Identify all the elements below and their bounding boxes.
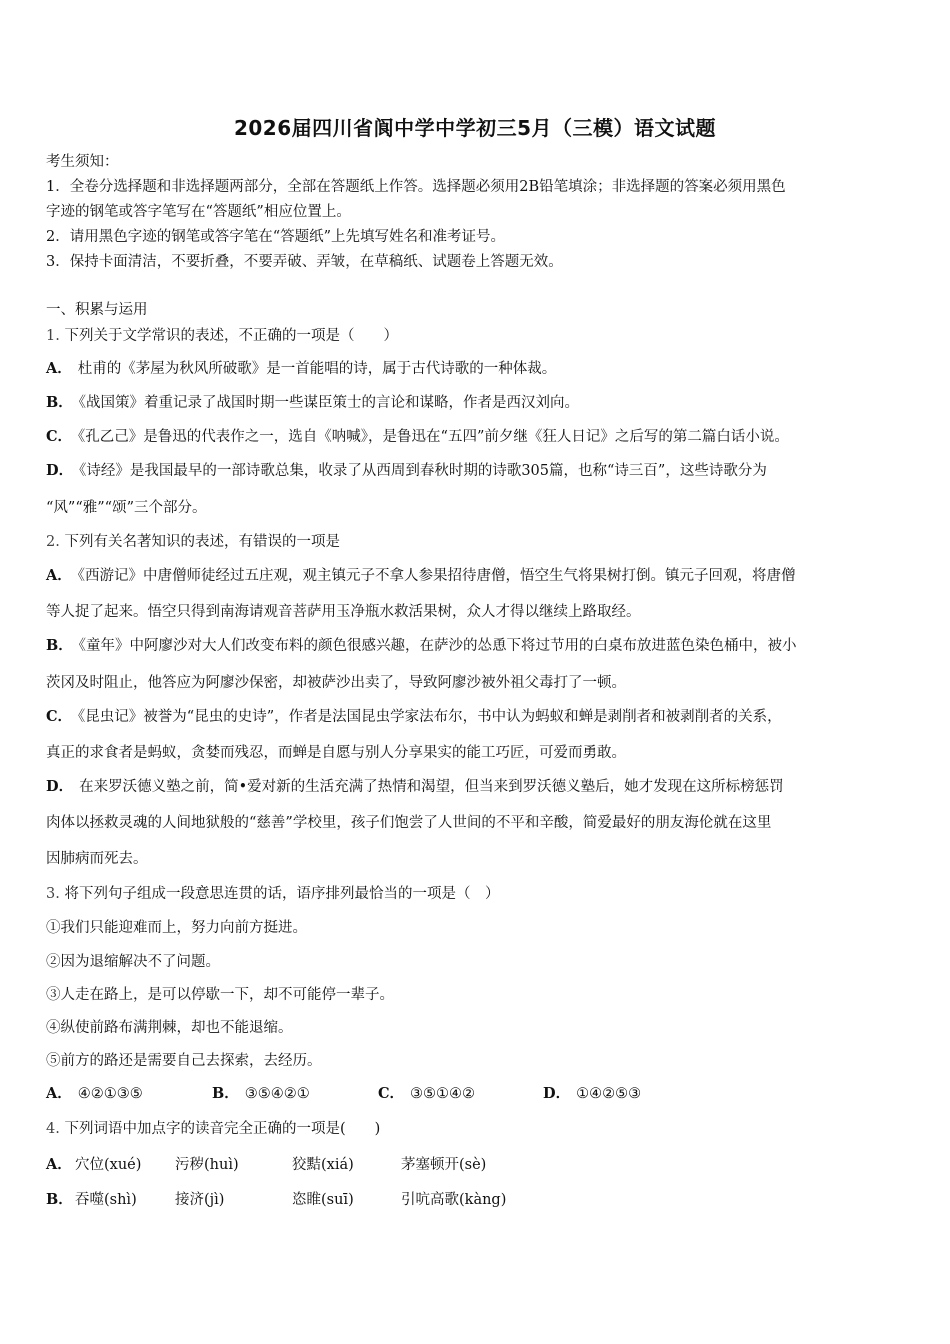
notice-item: 1．全卷分选择题和非选择题两部分，全部在答题纸上作答。选择题必须用2B铅笔填涂；非选择题的答案必须用黑色: [46, 179, 786, 195]
option-label: A．: [46, 360, 72, 377]
option-label: D．: [543, 1085, 571, 1102]
option-label: A．: [46, 1156, 72, 1173]
q1-option-b: [46, 393, 579, 413]
option-label: B．: [212, 1085, 239, 1102]
q3-option-c: [378, 1084, 475, 1104]
q3-sentence: ⑤前方的路还是需要自己去探索，去经历。: [46, 1053, 322, 1069]
q4-word: 引吭高歌(kàng): [401, 1192, 507, 1208]
q2-option-a: [46, 566, 796, 586]
option-label: B．: [46, 394, 73, 411]
section-heading: 一、积累与运用: [46, 302, 148, 318]
option-text: 《孔乙己》是鲁迅的代表作之一，选自《呐喊》，是鲁迅在“五四”前夕继《狂人日记》之后写的第二篇白话小说。: [78, 429, 789, 445]
question-text: 将下列句子组成一段意思连贯的话，语序排列最恰当的一项是（ ）: [64, 886, 500, 902]
option-label: D．: [46, 462, 74, 479]
question-text: 下列有关名著知识的表述，有错误的一项是: [64, 534, 340, 550]
option-text: 杜甫的《茅屋为秋风所破歌》是一首能唱的诗，属于古代诗歌的一种体裁。: [77, 361, 557, 377]
q2-option-c-cont: 真正的求食者是蚂蚁，贪婪而残忍，而蝉是自愿与别人分享果实的能工巧匠，可爱而勇敢。: [46, 745, 626, 761]
q4-option-b-label: [46, 1190, 79, 1210]
question-number: 1.: [46, 328, 60, 344]
q3-sentence: ③人走在路上，是可以停歇一下，却不可能停一辈子。: [46, 987, 394, 1003]
question-2-stem: [46, 532, 340, 552]
question-4-stem: [46, 1119, 380, 1139]
option-text: ③⑤①④②: [410, 1086, 476, 1102]
q1-option-d: [46, 461, 767, 481]
q2-option-d: [46, 777, 784, 797]
notice-item: 3．保持卡面清洁，不要折叠，不要弄破、弄皱，在草稿纸、试题卷上答题无效。: [46, 254, 563, 270]
q1-option-d-cont: “风”“雅”“颂”三个部分。: [46, 500, 207, 516]
option-label: D．: [46, 778, 74, 795]
q4-word: 恣睢(suī): [292, 1192, 354, 1208]
q4-word: 茅塞顿开(sè): [401, 1157, 487, 1173]
option-text: ①④②⑤③: [576, 1086, 642, 1102]
option-text: ③⑤④②①: [244, 1086, 310, 1102]
option-text: 《西游记》中唐僧师徒经过五庄观，观主镇元子不拿人参果招待唐僧，悟空生气将果树打倒。镇元子回观，将唐僧: [77, 568, 796, 584]
q4-option-a-label: [46, 1155, 78, 1175]
question-number: 2.: [46, 534, 60, 550]
q2-option-a-cont: 等人捉了起来。悟空只得到南海请观音菩萨用玉净瓶水救活果树，众人才得以继续上路取经。: [46, 604, 641, 620]
option-label: C．: [46, 708, 73, 725]
option-label: C．: [46, 428, 73, 445]
q3-sentence: ①我们只能迎难而上，努力向前方挺进。: [46, 920, 307, 936]
q4-word: 穴位(xué): [75, 1157, 142, 1173]
option-text: 《童年》中阿廖沙对大人们改变布料的颜色很感兴趣，在萨沙的怂恿下将过节用的白桌布放进蓝色染色桶中，被小: [78, 638, 797, 654]
question-1-stem: [46, 326, 398, 346]
q3-option-a: [46, 1084, 143, 1104]
q2-option-d-cont: 肉体以拯救灵魂的人间地狱般的“慈善”学校里，孩子们饱尝了人世间的不平和辛酸，简爱最好的朋友海伦就在这里: [46, 815, 772, 831]
notice-heading: 考生须知：: [46, 154, 119, 170]
q3-sentence: ②因为退缩解决不了问题。: [46, 954, 220, 970]
q3-sentence: ④纵使前路布满荆棘，却也不能退缩。: [46, 1020, 293, 1036]
option-label: B．: [46, 1191, 73, 1208]
page-title: 2026届四川省阆中学中学初三5月（三模）语文试题: [233, 116, 717, 140]
option-text: 在来罗沃德义塾之前，简•爱对新的生活充满了热情和渴望，但当来到罗沃德义塾后，她才发现在这所标榜惩罚: [79, 779, 784, 795]
notice-item: 2．请用黑色字迹的钢笔或答字笔在“答题纸”上先填写姓名和准考证号。: [46, 229, 506, 245]
q2-option-b: [46, 636, 797, 656]
question-number: 4.: [46, 1121, 60, 1137]
option-label: B．: [46, 637, 73, 654]
option-label: C．: [378, 1085, 405, 1102]
question-text: 下列关于文学常识的表述，不正确的一项是（ ）: [64, 328, 398, 344]
option-text: ④②①③⑤: [77, 1086, 143, 1102]
q4-word: 狡黠(xiá): [292, 1157, 354, 1173]
q4-word: 污秽(huì): [175, 1157, 239, 1173]
q3-option-d: [543, 1084, 641, 1104]
q3-option-b: [212, 1084, 310, 1104]
option-label: A．: [46, 1085, 72, 1102]
option-text: 《诗经》是我国最早的一部诗歌总集，收录了从西周到春秋时期的诗歌305篇，也称“诗三百”，这些诗歌分为: [79, 463, 767, 479]
q2-option-b-cont: 茨冈及时阻止，他答应为阿廖沙保密，却被萨沙出卖了，导致阿廖沙被外祖父毒打了一顿。: [46, 675, 626, 691]
option-text: 《昆虫记》被誉为“昆虫的史诗”，作者是法国昆虫学家法布尔，书中认为蚂蚁和蝉是剥削者和被剥削者的关系，: [78, 709, 782, 725]
q2-option-d-cont: 因肺病而死去。: [46, 851, 148, 867]
question-text: 下列词语中加点字的读音完全正确的一项是( ): [64, 1121, 381, 1137]
q2-option-c: [46, 707, 782, 727]
option-label: A．: [46, 567, 72, 584]
question-3-stem: [46, 884, 499, 904]
q4-word: 吞噬(shì): [75, 1192, 137, 1208]
notice-item: 字迹的钢笔或答字笔写在“答题纸”相应位置上。: [46, 204, 351, 220]
question-number: 3.: [46, 886, 60, 902]
q1-option-a: [46, 359, 556, 379]
q4-word: 接济(jì): [175, 1192, 225, 1208]
option-text: 《战国策》着重记录了战国时期一些谋臣策士的言论和谋略，作者是西汉刘向。: [78, 395, 580, 411]
q1-option-c: [46, 427, 789, 447]
